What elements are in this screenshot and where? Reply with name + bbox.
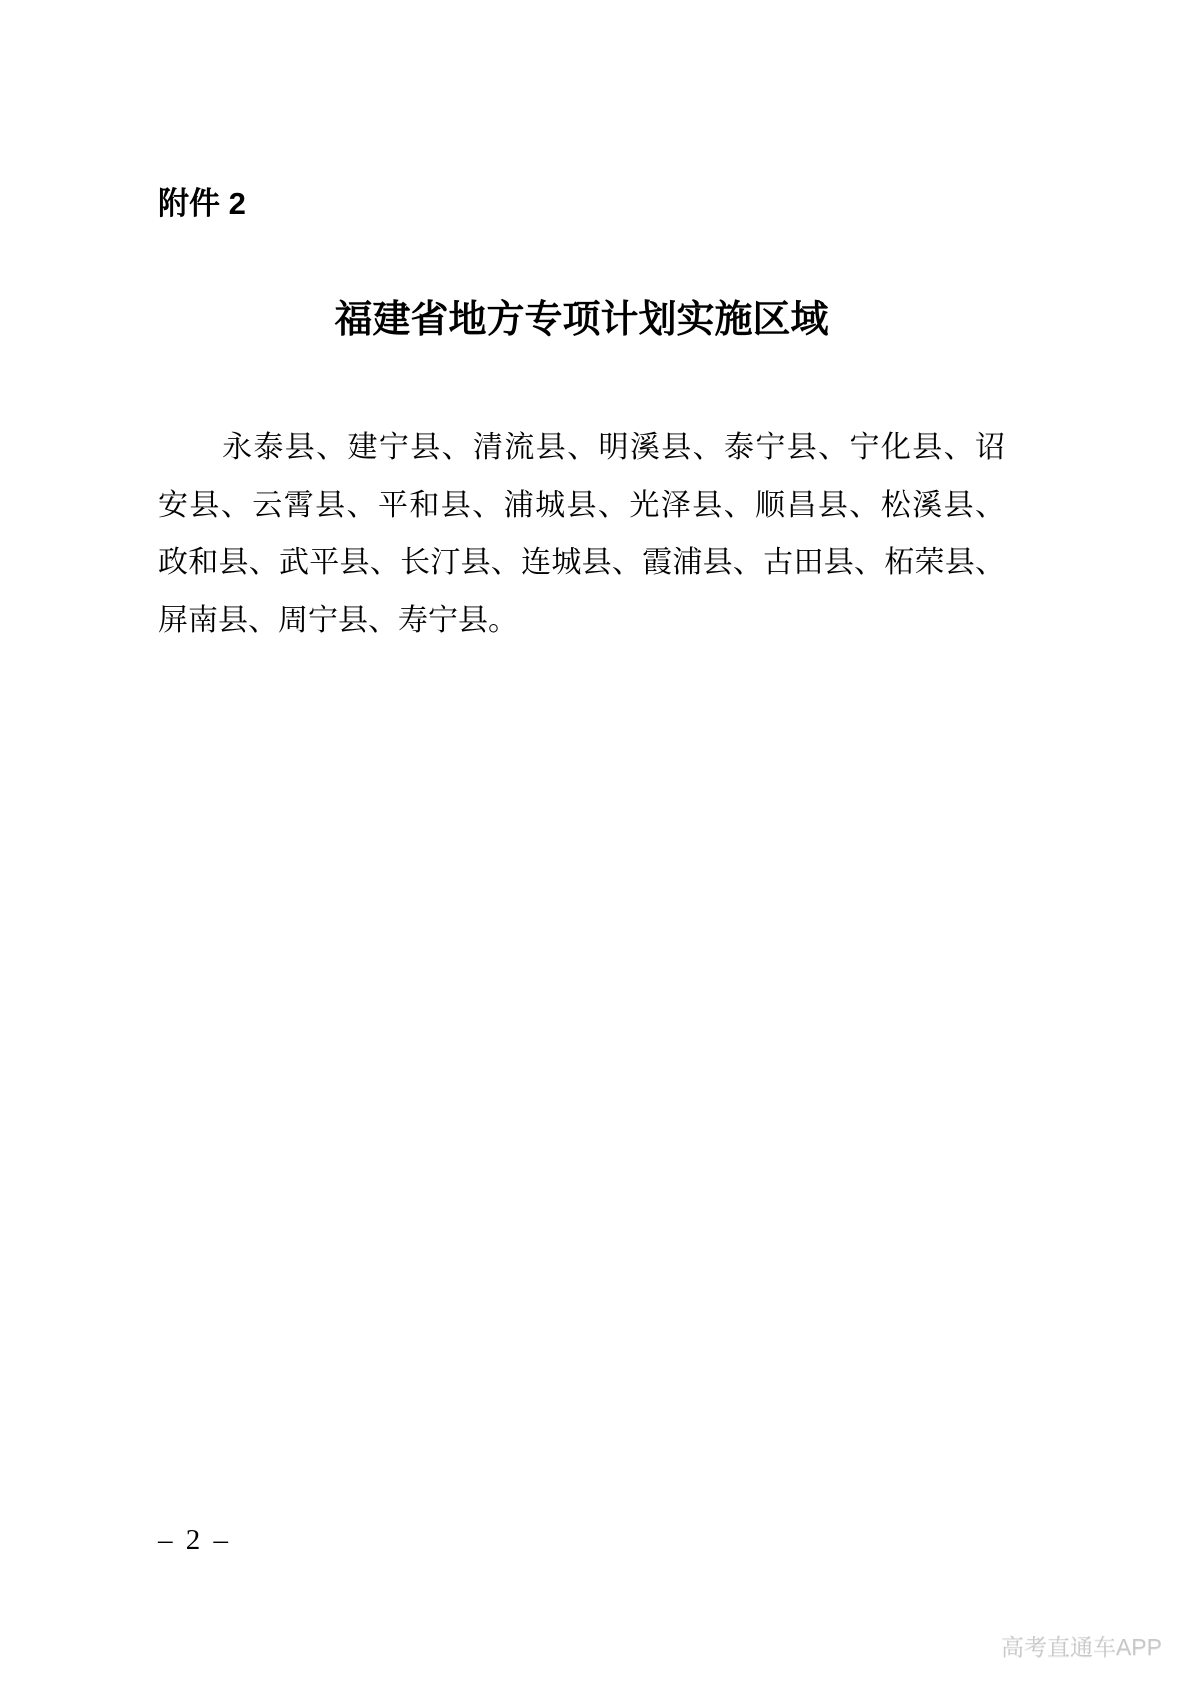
attachment-label: 附件 2 [158, 186, 246, 221]
body-line-1: 永泰县、建宁县、清流县、明溪县、泰宁县、宁化县、诏 [222, 431, 1005, 464]
watermark-text: 高考直通车APP [1000, 1634, 1162, 1660]
body-line-3: 政和县、武平县、长汀县、连城县、霞浦县、古田县、柘荣县、 [158, 546, 1005, 580]
document-body [158, 419, 1005, 649]
document-title: 福建省地方专项计划实施区域 [334, 299, 829, 341]
body-line-2: 安县、云霄县、平和县、浦城县、光泽县、顺昌县、松溪县、 [158, 488, 1005, 522]
body-line-4: 屏南县、周宁县、寿宁县。 [158, 603, 518, 637]
page-number: – 2 – [158, 1524, 231, 1556]
